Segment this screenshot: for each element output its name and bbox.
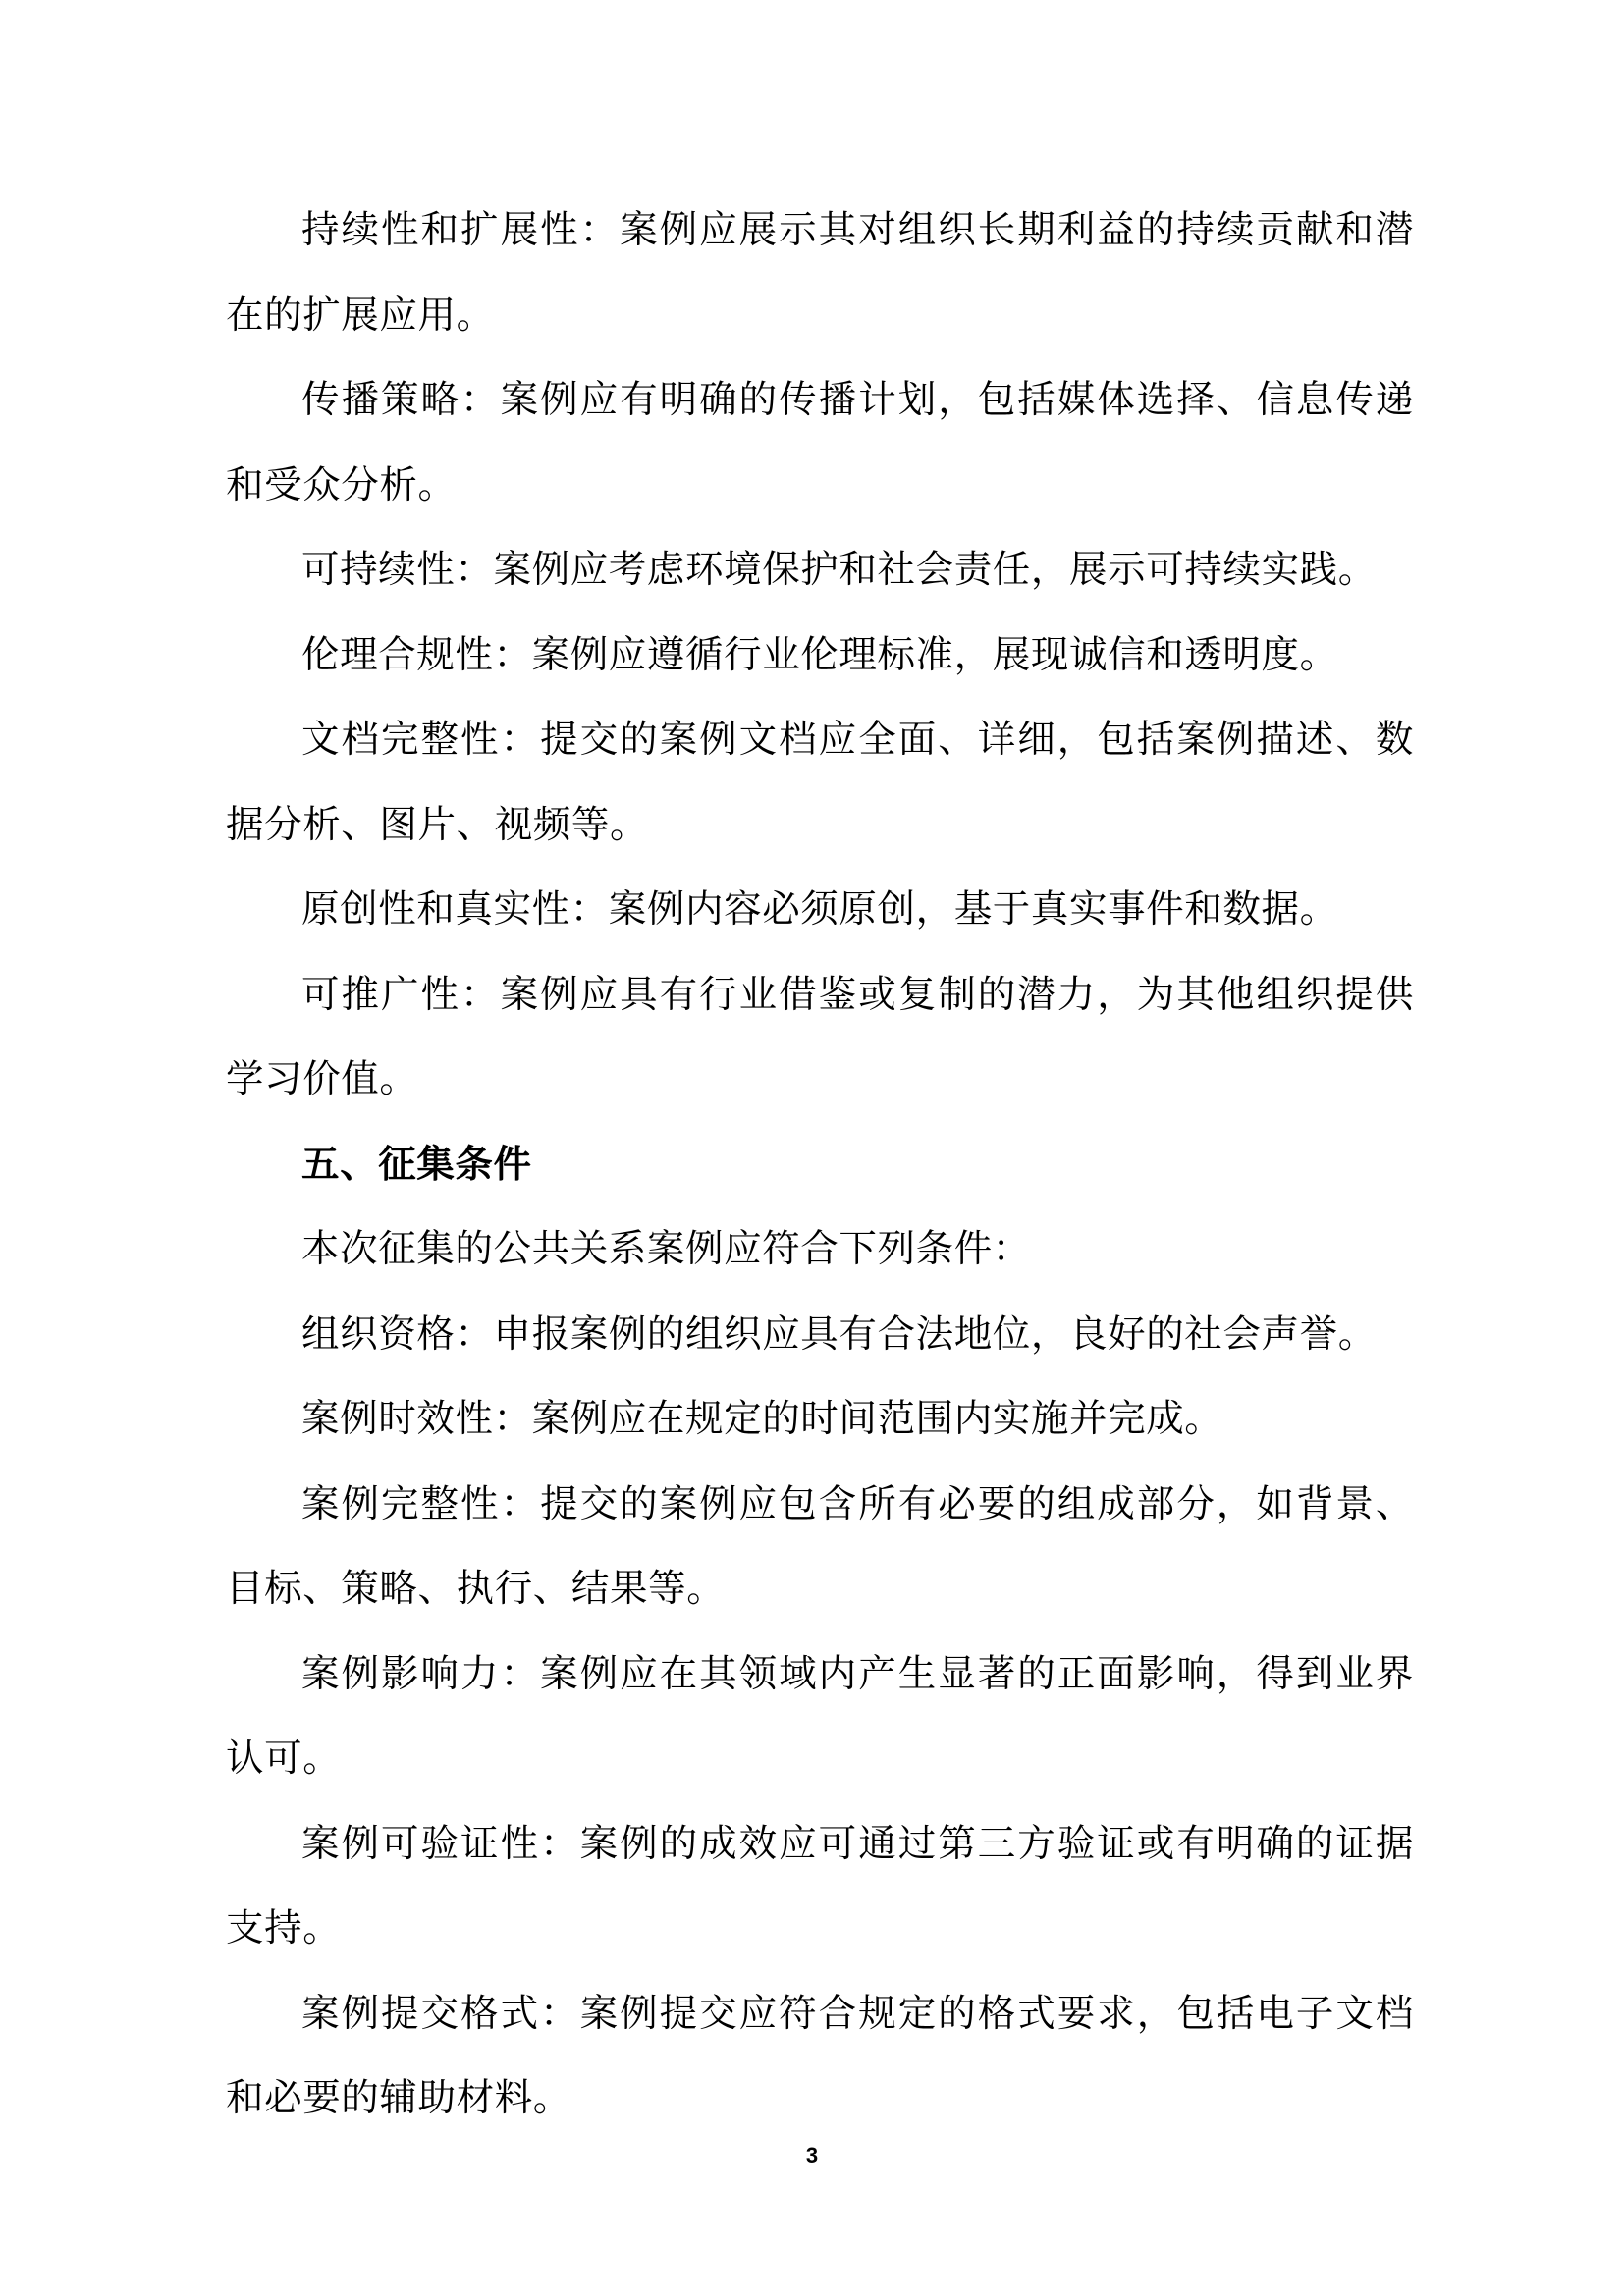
section-heading: 五、征集条件 xyxy=(301,1142,532,1187)
page-number: 3 xyxy=(805,2143,819,2167)
paragraph-replicability: 可推广性：案例应具有行业借鉴或复制的潜力，为其他组织提供学习价值。 xyxy=(226,972,1414,1101)
paragraph-originality-authenticity: 原创性和真实性：案例内容必须原创，基于真实事件和数据。 xyxy=(301,887,1338,932)
page-body xyxy=(226,188,1414,2142)
paragraph-ethics-compliance: 伦理合规性：案例应遵循行业伦理标准，展现诚信和透明度。 xyxy=(301,632,1338,677)
paragraph-case-timeliness: 案例时效性：案例应在规定的时间范围内实施并完成。 xyxy=(301,1397,1223,1441)
paragraph-case-completeness: 案例完整性：提交的案例应包含所有必要的组成部分，如背景、目标、策略、执行、结果等。 xyxy=(226,1481,1414,1611)
paragraph-section-intro: 本次征集的公共关系案例应符合下列条件： xyxy=(301,1227,1031,1271)
paragraph-case-influence: 案例影响力：案例应在其领域内产生显著的正面影响，得到业界认可。 xyxy=(226,1651,1414,1781)
paragraph-case-submission-format: 案例提交格式：案例提交应符合规定的格式要求，包括电子文档和必要的辅助材料。 xyxy=(226,1991,1414,2120)
paragraph-organization-qualification: 组织资格：申报案例的组织应具有合法地位，良好的社会声誉。 xyxy=(301,1311,1377,1357)
paragraph-sustainability: 可持续性：案例应考虑环境保护和社会责任，展示可持续实践。 xyxy=(301,548,1377,592)
paragraph-sustainability-extensibility: 持续性和扩展性：案例应展示其对组织长期利益的持续贡献和潜在的扩展应用。 xyxy=(226,208,1414,338)
paragraph-communication-strategy: 传播策略：案例应有明确的传播计划，包括媒体选择、信息传递和受众分析。 xyxy=(226,378,1414,507)
paragraph-case-verifiability: 案例可验证性：案例的成效应可通过第三方验证或有明确的证据支持。 xyxy=(226,1821,1414,1950)
paragraph-document-completeness: 文档完整性：提交的案例文档应全面、详细，包括案例描述、数据分析、图片、视频等。 xyxy=(226,718,1414,847)
